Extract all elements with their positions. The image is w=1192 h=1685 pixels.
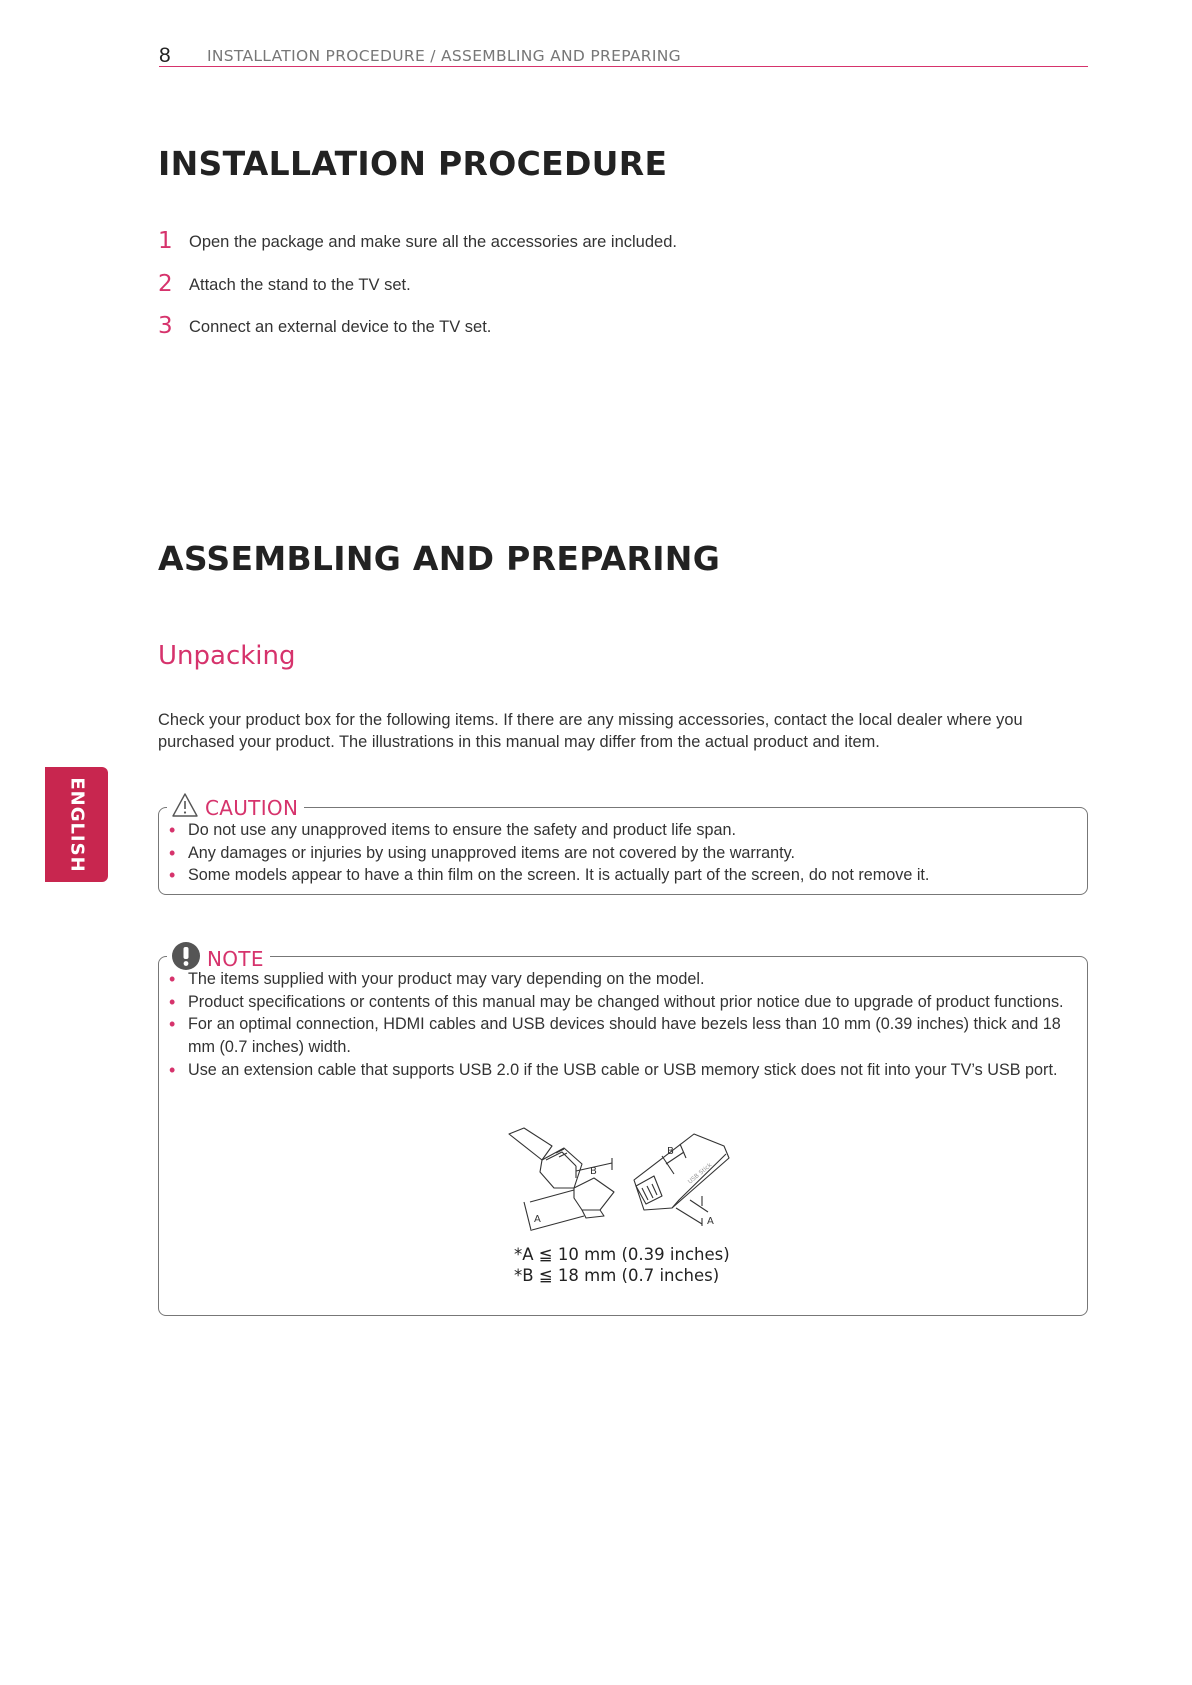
label-b-usb: B xyxy=(667,1146,674,1157)
caution-box xyxy=(158,795,1088,895)
unpacking-subtitle: Unpacking xyxy=(158,641,296,671)
list-item: • Any damages or injuries by using unapproved items are not covered by the warranty. xyxy=(169,842,1067,865)
step-number: 3 xyxy=(158,313,173,339)
list-item: • For an optimal connection, HDMI cables and USB devices should have bezels less than 10 mm (0.39 inches) thick and 18 mm (0.7 inches) width. xyxy=(169,1013,1067,1058)
step-text: Connect an external device to the TV set. xyxy=(189,318,492,336)
note-label: NOTE xyxy=(207,946,264,971)
page-number: 8 xyxy=(159,44,171,67)
installation-title: INSTALLATION PROCEDURE xyxy=(158,144,668,183)
unpacking-intro: Check your product box for the following items. If there are any missing accessories, contact the local dealer where you purchased your product. The illustrations in this manual may differ from the actual product and item. xyxy=(158,711,1023,751)
step-number: 2 xyxy=(158,270,173,297)
caution-label: CAUTION xyxy=(205,795,299,820)
label-a-usb: A xyxy=(707,1216,714,1227)
caution-list xyxy=(169,819,1067,887)
list-item: • Do not use any unapproved items to ensure the safety and product life span. xyxy=(169,819,1067,842)
running-title: INSTALLATION PROCEDURE / ASSEMBLING AND PREPARING xyxy=(207,47,681,65)
label-a-hdmi: A xyxy=(534,1214,541,1225)
usb-stick-text: USB Stick xyxy=(686,1161,714,1186)
dimension-b: *B ≦ 18 mm (0.7 inches) xyxy=(514,1266,720,1285)
language-tab xyxy=(45,767,108,882)
list-item: • Some models appear to have a thin film on the screen. It is actually part of the screen, do not remove it. xyxy=(169,864,1067,887)
step-text: Open the package and make sure all the accessories are included. xyxy=(189,233,677,251)
connector-illustration xyxy=(504,1126,744,1231)
step-text: Attach the stand to the TV set. xyxy=(189,275,411,294)
list-item: • Product specifications or contents of this manual may be changed without prior notice due to upgrade of product functions. xyxy=(169,991,1067,1014)
language-tab-label: ENGLISH xyxy=(66,776,87,873)
dimension-a: *A ≦ 10 mm (0.39 inches) xyxy=(514,1245,730,1264)
dimension-notes xyxy=(514,1244,730,1286)
note-box xyxy=(158,946,1088,1316)
list-item: • The items supplied with your product may vary depending on the model. xyxy=(169,968,1067,991)
page-header xyxy=(159,44,1088,67)
list-item: • Use an extension cable that supports USB 2.0 if the USB cable or USB memory stick does not fit into your TV’s USB port. xyxy=(169,1059,1067,1082)
step-number: 1 xyxy=(158,228,173,254)
assembling-title: ASSEMBLING AND PREPARING xyxy=(158,539,721,578)
label-b-hdmi: B xyxy=(590,1166,597,1177)
note-list xyxy=(169,968,1067,1082)
